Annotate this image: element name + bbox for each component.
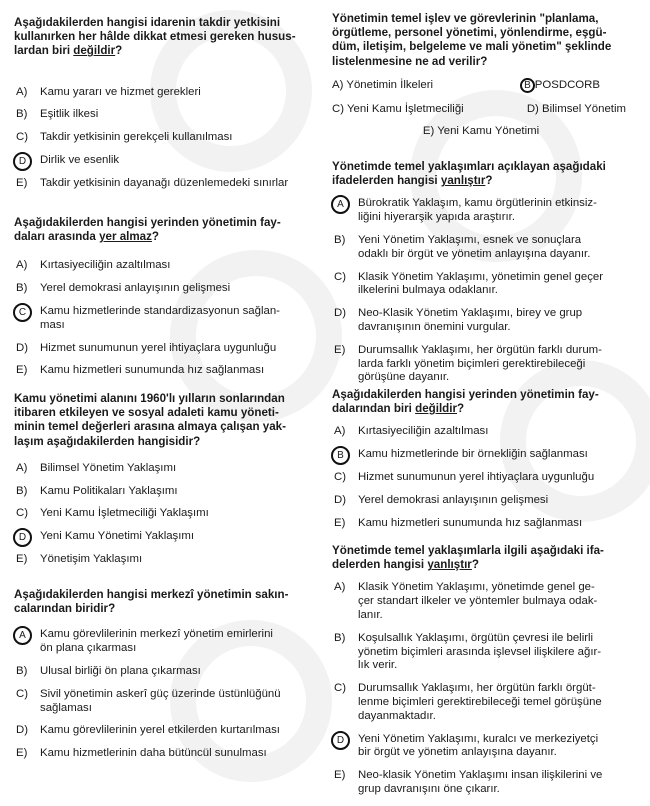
option-e: E) Yeni Kamu Yönetimi xyxy=(422,124,540,137)
option-b: B) Ulusal birliği ön plana çıkarması xyxy=(16,665,201,677)
option-d: D) Kamu görevlilerinin yerel etkilerden kurtarılması xyxy=(16,724,280,737)
option-d: D) Hizmet sunumunun yerel ihtiyaçlara uygunluğu xyxy=(16,341,277,354)
option-b: B) Eşitlik ilkesi xyxy=(16,108,99,121)
option-e: E) Kamu hizmetleri sunumunda hız sağlanması xyxy=(334,516,583,529)
answer-circle: C xyxy=(13,303,32,322)
option-a-selected: A Kamu görevlilerinin merkezî yönetim emirlerini ön plana çıkarması xyxy=(14,628,302,656)
option-b: B) Koşulsallık Yaklaşımı, örgütün çevresi ile belirli yönetim biçimleri arasında işlevsel ilişkilere ağır- lık verir. xyxy=(334,631,602,672)
question-text: Yönetimin temel işlev ve görevlerinin "planlama, örgütleme, personel yönetimi, yönlendirme, eşgü- düm, iletişim, belgeleme ve mali yönetim" şeklinde listelenmesine ne ad verilir? xyxy=(332,12,612,68)
option-d: D) Neo-Klasik Yönetim Yaklaşımı, birey ve grup davranışının önemini vurgular. xyxy=(334,307,583,333)
option-e: E) Kamu hizmetleri sunumunda hız sağlanması xyxy=(16,364,265,377)
question-text: Kamu yönetimi alanını 1960'lı yılların sonlarından itibaren etkileyen ve sosyal adaleti kamu yöneti- minin temel değerleri arasına almaya çalışan yak- laşım aşağıdakilerden hangisidir? xyxy=(14,392,286,448)
option-d-selected: D Yeni Kamu Yönetimi Yaklaşımı xyxy=(14,530,302,544)
option-b: B) Yeni Yönetim Yaklaşımı, esnek ve sonuçlara odaklı bir örgüt ve yönetim anlayışına dayanır. xyxy=(334,234,591,260)
question-7 xyxy=(332,388,630,539)
option-c: C) Yeni Kamu İşletmeciliği Yaklaşımı xyxy=(16,507,209,520)
question-3 xyxy=(14,392,302,576)
question-text: Yönetimde temel yaklaşımları açıklayan aşağıdaki ifadelerden hangisi yanlıştır? xyxy=(332,160,606,188)
option-d: D) Bilimsel Yönetim xyxy=(526,102,626,115)
question-text: Aşağıdakilerden hangisi merkezî yönetimin sakın- calarından biridir? xyxy=(14,588,289,616)
option-e: E) Neo-klasik Yönetim Yaklaşımı insan ilişkilerini ve grup davranışını öne çıkarır. xyxy=(334,769,603,795)
answer-circle: B xyxy=(520,78,535,93)
option-c: C) Durumsallık Yaklaşımı, her örgütün farklı örgüt- lenme biçimleri gerektirebileceği temel görüşüne dayanmaktadır. xyxy=(334,682,602,722)
option-a: A) Yönetimin İlkeleri xyxy=(332,78,434,91)
answer-circle: D xyxy=(13,528,32,547)
option-c: C) Sivil yönetimin askerî güç üzerinde üstünlüğünü sağlaması xyxy=(16,687,281,714)
question-4 xyxy=(14,588,302,770)
question-text: Aşağıdakilerden hangisi yerinden yönetimin fay- daları arasında yer almaz? xyxy=(14,216,281,244)
option-a: A) Kırtasiyeciliğin azaltılması xyxy=(16,259,171,272)
option-c: C) Klasik Yönetim Yaklaşımı, yönetimin genel geçer ilkelerini bulmaya odaklanır. xyxy=(334,270,604,297)
question-6 xyxy=(332,160,630,394)
option-e: E) Kamu hizmetlerinin daha bütüncül sunulması xyxy=(16,747,267,760)
option-c: C) Hizmet sunumunun yerel ihtiyaçlara uygunluğu xyxy=(334,471,595,483)
question-text: Yönetimde temel yaklaşımlarla ilgili aşağıdaki ifa- delerden hangisi yanlıştır? xyxy=(332,544,604,572)
option-e: E) Durumsallık Yaklaşımı, her örgütün farklı durum- larda farklı yönetim biçimleri gerektirebileceği görüşüne dayanır. xyxy=(334,343,602,384)
option-e: E) Yönetişim Yaklaşımı xyxy=(16,553,143,565)
option-a: A) Kırtasiyeciliğin azaltılması xyxy=(334,425,489,438)
options-row-2 xyxy=(332,102,630,116)
option-b-selected: B Kamu hizmetlerinde bir örnekliğin sağlanması xyxy=(332,448,630,462)
answer-circle: A xyxy=(331,195,350,214)
option-e: E) Takdir yetkisinin dayanağı düzenlemedeki sınırlar xyxy=(16,176,289,189)
question-text: Aşağıdakilerden hangisi yerinden yönetimin fay- dalarından biri değildir? xyxy=(332,388,599,416)
question-2 xyxy=(14,216,302,387)
option-a: A) Bilimsel Yönetim Yaklaşımı xyxy=(16,461,177,474)
option-a-selected: A Bürokratik Yaklaşım, kamu örgütlerinin etkinsiz- liğini hiyerarşik yapıda araştırır. xyxy=(332,197,630,225)
option-b: B) Kamu Politikaları Yaklaşımı xyxy=(16,484,178,497)
question-text: Aşağıdakilerden hangisi idarenin takdir yetkisini kullanırken her hâlde dikkat etmesi gereken husus- lardan biri değildir? xyxy=(14,16,296,58)
option-c-selected: C Kamu hizmetlerinde standardizasyonun sağlan- ması xyxy=(14,305,302,333)
option-b: B) Yerel demokrasi anlayışının gelişmesi xyxy=(16,282,231,295)
option-d-selected: D Yeni Yönetim Yaklaşımı, kuralcı ve merkeziyetçi bir örgüt ve yönetim anlayışına dayanır. xyxy=(332,733,630,761)
question-5 xyxy=(332,12,630,148)
option-a: A) Kamu yararı ve hizmet gerekleri xyxy=(16,85,201,98)
option-d: D) Yerel demokrasi anlayışının gelişmesi xyxy=(334,493,549,506)
answer-circle: A xyxy=(13,626,32,645)
options-row-1 xyxy=(332,78,630,93)
answer-circle: B xyxy=(331,446,350,465)
option-b-selected: B POSDCORB xyxy=(520,78,600,93)
answer-circle: D xyxy=(331,731,350,750)
option-a: A) Klasik Yönetim Yaklaşımı, yönetimde genel ge- çer standart ilkeler ve yöntemler bulmaya odak- lanır. xyxy=(334,581,598,621)
option-c: C) Yeni Kamu İşletmeciliği xyxy=(332,102,464,115)
option-c: C) Takdir yetkisinin gerekçeli kullanılması xyxy=(16,131,233,144)
question-8 xyxy=(332,544,630,806)
question-1 xyxy=(14,16,302,200)
answer-circle: D xyxy=(13,152,32,171)
option-d-selected: D Dirlik ve esenlik xyxy=(14,154,302,168)
